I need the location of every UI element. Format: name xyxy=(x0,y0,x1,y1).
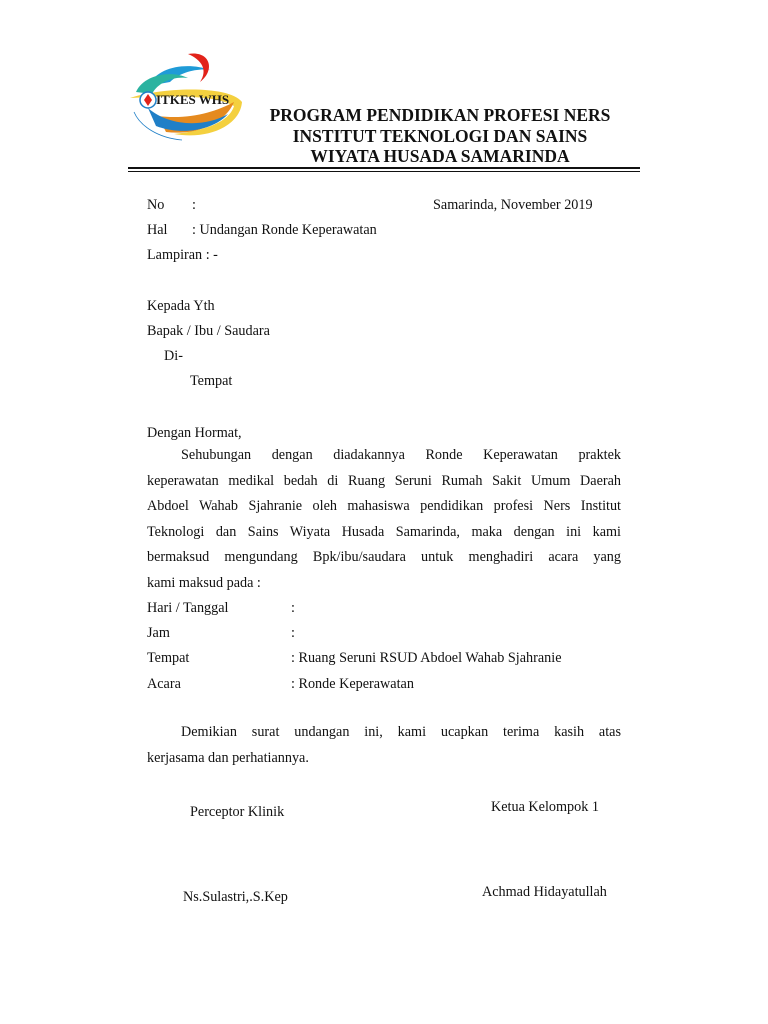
svg-text:ITKES WHS: ITKES WHS xyxy=(156,92,230,107)
recipient-line-4: Tempat xyxy=(190,373,233,389)
left-signatory-title: Perceptor Klinik xyxy=(190,804,285,820)
letterhead-line-2: INSTITUT TEKNOLOGI DAN SAINS xyxy=(292,125,588,146)
recipient-line-2: Bapak / Ibu / Saudara xyxy=(147,323,270,339)
no-colon: : xyxy=(192,197,196,213)
hal-label: Hal xyxy=(147,222,168,238)
hal-value: : Undangan Ronde Keperawatan xyxy=(192,222,377,238)
body-line: bermaksud mengundang Bpk/ibu/saudara untuk menghadiri acara yang xyxy=(147,549,621,566)
letter-date: Samarinda, November 2019 xyxy=(433,197,593,213)
right-signatory-title: Ketua Kelompok 1 xyxy=(491,799,599,815)
right-signatory-name: Achmad Hidayatullah xyxy=(482,884,607,900)
letterhead-line-1: PROGRAM PENDIDIKAN PROFESI NERS xyxy=(269,105,611,125)
detail-label-tempat: Tempat xyxy=(147,650,190,666)
body-line: Sehubungan dengan diadakannya Ronde Keperawatan praktek xyxy=(181,447,621,463)
detail-label-jam: Jam xyxy=(147,625,170,641)
closing-line: kerjasama dan perhatiannya. xyxy=(147,749,309,766)
recipient-line-1: Kepada Yth xyxy=(147,298,215,314)
detail-label-hari: Hari / Tanggal xyxy=(147,600,229,616)
header-rule-thin xyxy=(128,171,640,172)
header-rule-thick xyxy=(128,167,640,169)
recipient-line-3: Di- xyxy=(164,348,183,364)
greeting: Dengan Hormat, xyxy=(147,425,242,441)
body-line: Teknologi dan Sains Wiyata Husada Samarinda, maka dengan ini kami xyxy=(147,523,621,540)
letterhead xyxy=(240,105,640,167)
body-line: keperawatan medikal bedah di Ruang Seruni Rumah Sakit Umum Daerah xyxy=(147,472,621,489)
detail-value-jam: : xyxy=(291,625,295,641)
detail-label-acara: Acara xyxy=(147,676,181,692)
closing-paragraph xyxy=(147,720,621,771)
body-paragraph xyxy=(147,443,621,597)
letterhead-line-3: WIYATA HUSADA SAMARINDA xyxy=(310,146,570,166)
body-line: Abdoel Wahab Sjahranie oleh mahasiswa pendidikan profesi Ners Institut xyxy=(147,498,621,515)
closing-line: Demikian surat undangan ini, kami ucapkan terima kasih atas xyxy=(181,724,621,740)
detail-value-acara: : Ronde Keperawatan xyxy=(291,676,414,692)
lampiran-line: Lampiran : - xyxy=(147,247,218,263)
body-line: kami maksud pada : xyxy=(147,574,261,591)
no-label: No xyxy=(147,197,165,213)
itkes-whs-logo xyxy=(118,48,246,148)
left-signatory-name: Ns.Sulastri,.S.Kep xyxy=(183,889,288,905)
detail-value-hari: : xyxy=(291,600,295,616)
detail-value-tempat: : Ruang Seruni RSUD Abdoel Wahab Sjahranie xyxy=(291,650,562,666)
